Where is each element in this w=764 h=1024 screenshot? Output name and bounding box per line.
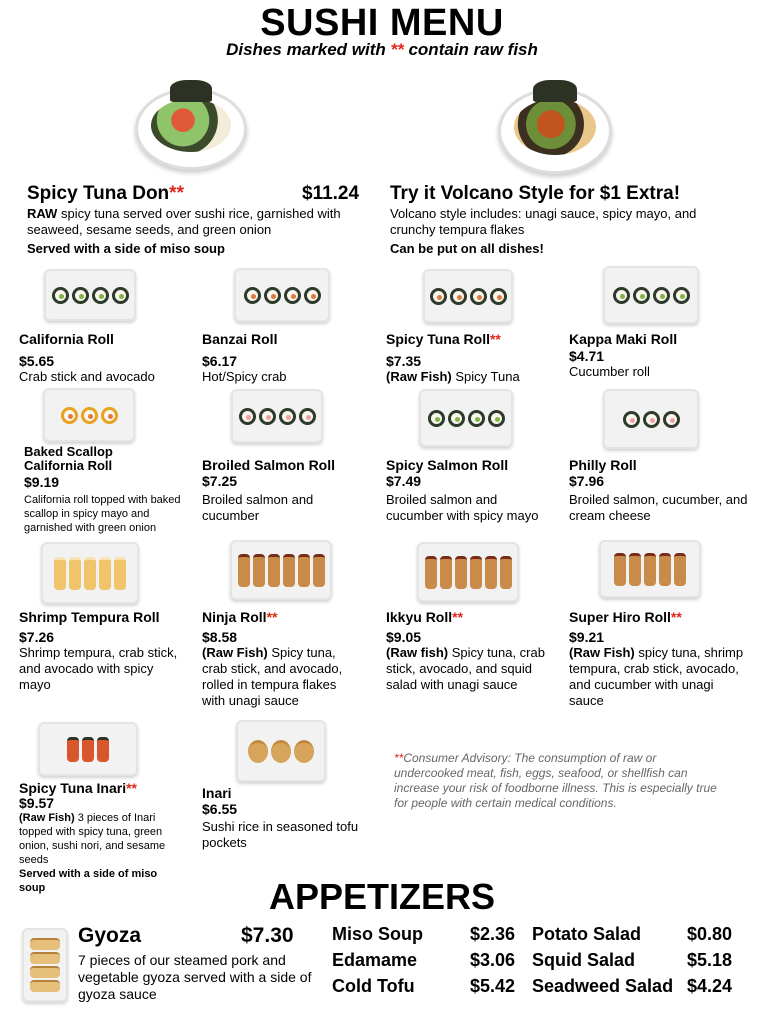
appetizer-name: Miso Soup: [332, 924, 423, 944]
spicy-tuna-don-photo: [135, 88, 247, 170]
featured-don-desc-text: spicy tuna served over sushi rice, garnished with seaweed, sesame seeds, and green onion: [27, 206, 341, 237]
item-name: Spicy Salmon Roll: [386, 457, 509, 473]
item-desc-row: [386, 645, 556, 693]
gyoza-photo: [22, 928, 68, 1002]
item-name: Inari: [202, 785, 232, 801]
item-name-row: [386, 331, 556, 347]
item-desc-row: [202, 645, 362, 709]
raw-fish-label: (Raw fish): [386, 645, 449, 660]
ikkyu-roll-photo: [417, 542, 519, 602]
super-hiro-roll-photo: [599, 540, 701, 598]
kappa-maki-roll-photo: [603, 266, 699, 324]
raw-fish-marker: **: [452, 609, 464, 625]
appetizer-price: $5.42: [469, 976, 515, 996]
gyoza-desc: 7 pieces of our steamed pork and vegetable gyoza served with a side of gyoza sauce: [78, 952, 312, 1002]
volcano-style-photo: [498, 88, 612, 174]
raw-fish-marker: **: [390, 40, 404, 59]
ninja-roll-photo: [230, 540, 332, 600]
item-desc: Shrimp tempura, crab stick, and avocado with spicy mayo: [19, 645, 178, 692]
raw-fish-marker: **: [670, 609, 682, 625]
philly-roll-photo: [603, 389, 699, 449]
consumer-advisory: [394, 751, 724, 811]
item-desc: Crab stick and avocado: [19, 369, 155, 384]
item-desc-row: [19, 811, 181, 867]
item-name: Ninja Roll: [202, 609, 267, 625]
item-price: $4.71: [569, 348, 605, 364]
item-desc: Broiled salmon, cucumber, and cream cheese: [569, 492, 748, 523]
raw-label: RAW: [27, 206, 58, 221]
appetizer-name: Seadweed Salad: [532, 976, 674, 996]
featured-don-price: $11.24: [302, 183, 360, 204]
appetizers-title: APPETIZERS: [268, 876, 496, 917]
menu-item: [386, 331, 556, 385]
raw-fish-marker: **: [126, 780, 138, 796]
appetizer-price: $2.36: [469, 924, 515, 944]
featured-don-title: Spicy Tuna Don: [27, 183, 170, 204]
item-desc: Hot/Spicy crab: [202, 369, 287, 384]
menu-item: [386, 609, 556, 693]
item-name: Spicy Tuna Roll: [386, 331, 490, 347]
item-name-row: [19, 781, 181, 795]
gyoza-price: $7.30: [241, 924, 294, 947]
menu-item: [386, 457, 551, 524]
item-price: $9.05: [386, 629, 422, 645]
appetizer-name: Potato Salad: [532, 924, 642, 944]
appetizer-name: Cold Tofu: [332, 976, 415, 996]
item-name: Ikkyu Roll: [386, 609, 453, 625]
menu-item: [202, 331, 372, 385]
appetizer-price: $3.06: [469, 950, 515, 970]
california-roll-photo: [44, 269, 136, 321]
featured-don-note: Served with a side of miso soup: [27, 241, 225, 256]
item-desc: Broiled salmon and cucumber: [202, 492, 314, 523]
menu-item: [569, 609, 744, 709]
appetizer-name: Squid Salad: [532, 950, 636, 970]
menu-title: SUSHI MENU: [260, 2, 504, 44]
menu-item: [569, 457, 749, 524]
item-price: $5.65: [19, 353, 55, 369]
item-desc: Sushi rice in seasoned tofu pockets: [202, 819, 359, 850]
baked-scallop-roll-photo: [43, 388, 135, 442]
volcano-title: Try it Volcano Style for $1 Extra!: [390, 183, 681, 204]
featured-don-desc: [27, 206, 372, 238]
advisory-text: Consumer Advisory: The consumption of raw or undercooked meat, fish, eggs, seafood, or shellfish can increase your risk of foodborne illness. This is especially true for people with certain medical conditions.: [394, 751, 717, 810]
item-name: Kappa Maki Roll: [569, 331, 678, 347]
shrimp-tempura-roll-photo: [41, 542, 139, 604]
menu-item: [202, 609, 362, 709]
menu-item: [24, 445, 194, 535]
item-price: $9.57: [19, 795, 55, 811]
item-price: $9.19: [24, 474, 60, 490]
item-desc: Spicy Tuna: [455, 369, 520, 384]
item-price: $7.26: [19, 629, 55, 645]
appetizer-price: $0.80: [686, 924, 732, 944]
raw-fish-marker: **: [169, 183, 184, 204]
raw-fish-marker: **: [489, 331, 501, 347]
item-price: $7.49: [386, 473, 422, 489]
item-price: $6.17: [202, 353, 238, 369]
item-name: California Roll: [19, 331, 114, 347]
item-name-row: [202, 609, 362, 625]
menu-item: [19, 331, 189, 385]
menu-item: [202, 457, 342, 524]
item-name: Banzai Roll: [202, 331, 278, 347]
item-desc: Spicy tuna, crab stick, and avocado, rolled in tempura flakes with unagi sauce: [202, 645, 343, 708]
item-price: $7.35: [386, 353, 422, 369]
item-desc-row: [569, 645, 744, 709]
subtitle-text: Dishes marked with: [226, 40, 386, 59]
item-desc: Cucumber roll: [569, 364, 650, 379]
raw-fish-label: (Raw Fish): [19, 812, 75, 824]
item-name-row: [386, 609, 556, 625]
item-name: Broiled Salmon Roll: [202, 457, 336, 473]
item-desc: Spicy tuna, crab stick, avocado, and squid salad with unagi sauce: [386, 645, 545, 692]
banzai-roll-photo: [234, 268, 330, 322]
appetizer-name: Edamame: [332, 950, 418, 970]
volcano-note: Can be put on all dishes!: [390, 241, 544, 256]
broiled-salmon-roll-photo: [231, 389, 323, 443]
item-price: $8.58: [202, 629, 238, 645]
item-price: $9.21: [569, 629, 605, 645]
item-price: $7.96: [569, 473, 605, 489]
spicy-tuna-roll-photo: [423, 269, 513, 323]
menu-subtitle: [0, 40, 764, 60]
item-desc: spicy tuna, shrimp tempura, crab stick, avocado, and cucumber with unagi sauce: [569, 645, 744, 708]
appetizer-price: $4.24: [686, 976, 732, 996]
inari-photo: [236, 720, 326, 782]
item-price: $6.55: [202, 801, 238, 817]
menu-item: [569, 331, 749, 380]
raw-fish-label: (Raw Fish): [569, 645, 635, 660]
menu-item: [19, 609, 179, 693]
item-desc: Broiled salmon and cucumber with spicy mayo: [386, 492, 539, 523]
spicy-tuna-inari-photo: [38, 722, 138, 776]
item-name: Baked Scallop California Roll: [24, 444, 113, 473]
item-name: Shrimp Tempura Roll: [19, 609, 160, 625]
item-desc-row: [386, 369, 556, 385]
spicy-salmon-roll-photo: [419, 389, 513, 447]
featured-don-name: [27, 183, 184, 205]
item-note: Served with a side of miso soup: [19, 868, 158, 894]
item-price: $7.25: [202, 473, 238, 489]
raw-fish-marker: **: [266, 609, 278, 625]
raw-fish-label: (Raw Fish): [202, 645, 268, 660]
menu-item: [202, 785, 377, 851]
item-name: Spicy Tuna Inari: [19, 780, 127, 796]
raw-fish-label: (Raw Fish): [386, 369, 452, 384]
item-desc: 3 pieces of Inari topped with spicy tuna, green onion, sushi nori, and sesame seeds: [19, 812, 166, 866]
volcano-desc: Volcano style includes: unagi sauce, spicy mayo, and crunchy tempura flakes: [390, 206, 697, 237]
item-desc: California roll topped with baked scallop in spicy mayo and garnished with green onion: [24, 494, 181, 534]
raw-fish-marker: **: [394, 751, 404, 765]
gyoza-name: Gyoza: [78, 924, 142, 947]
subtitle-text-end: contain raw fish: [408, 40, 538, 59]
item-name: Philly Roll: [569, 457, 637, 473]
appetizer-price: $5.18: [686, 950, 732, 970]
item-name-row: [569, 609, 744, 625]
item-name: Super Hiro Roll: [569, 609, 671, 625]
